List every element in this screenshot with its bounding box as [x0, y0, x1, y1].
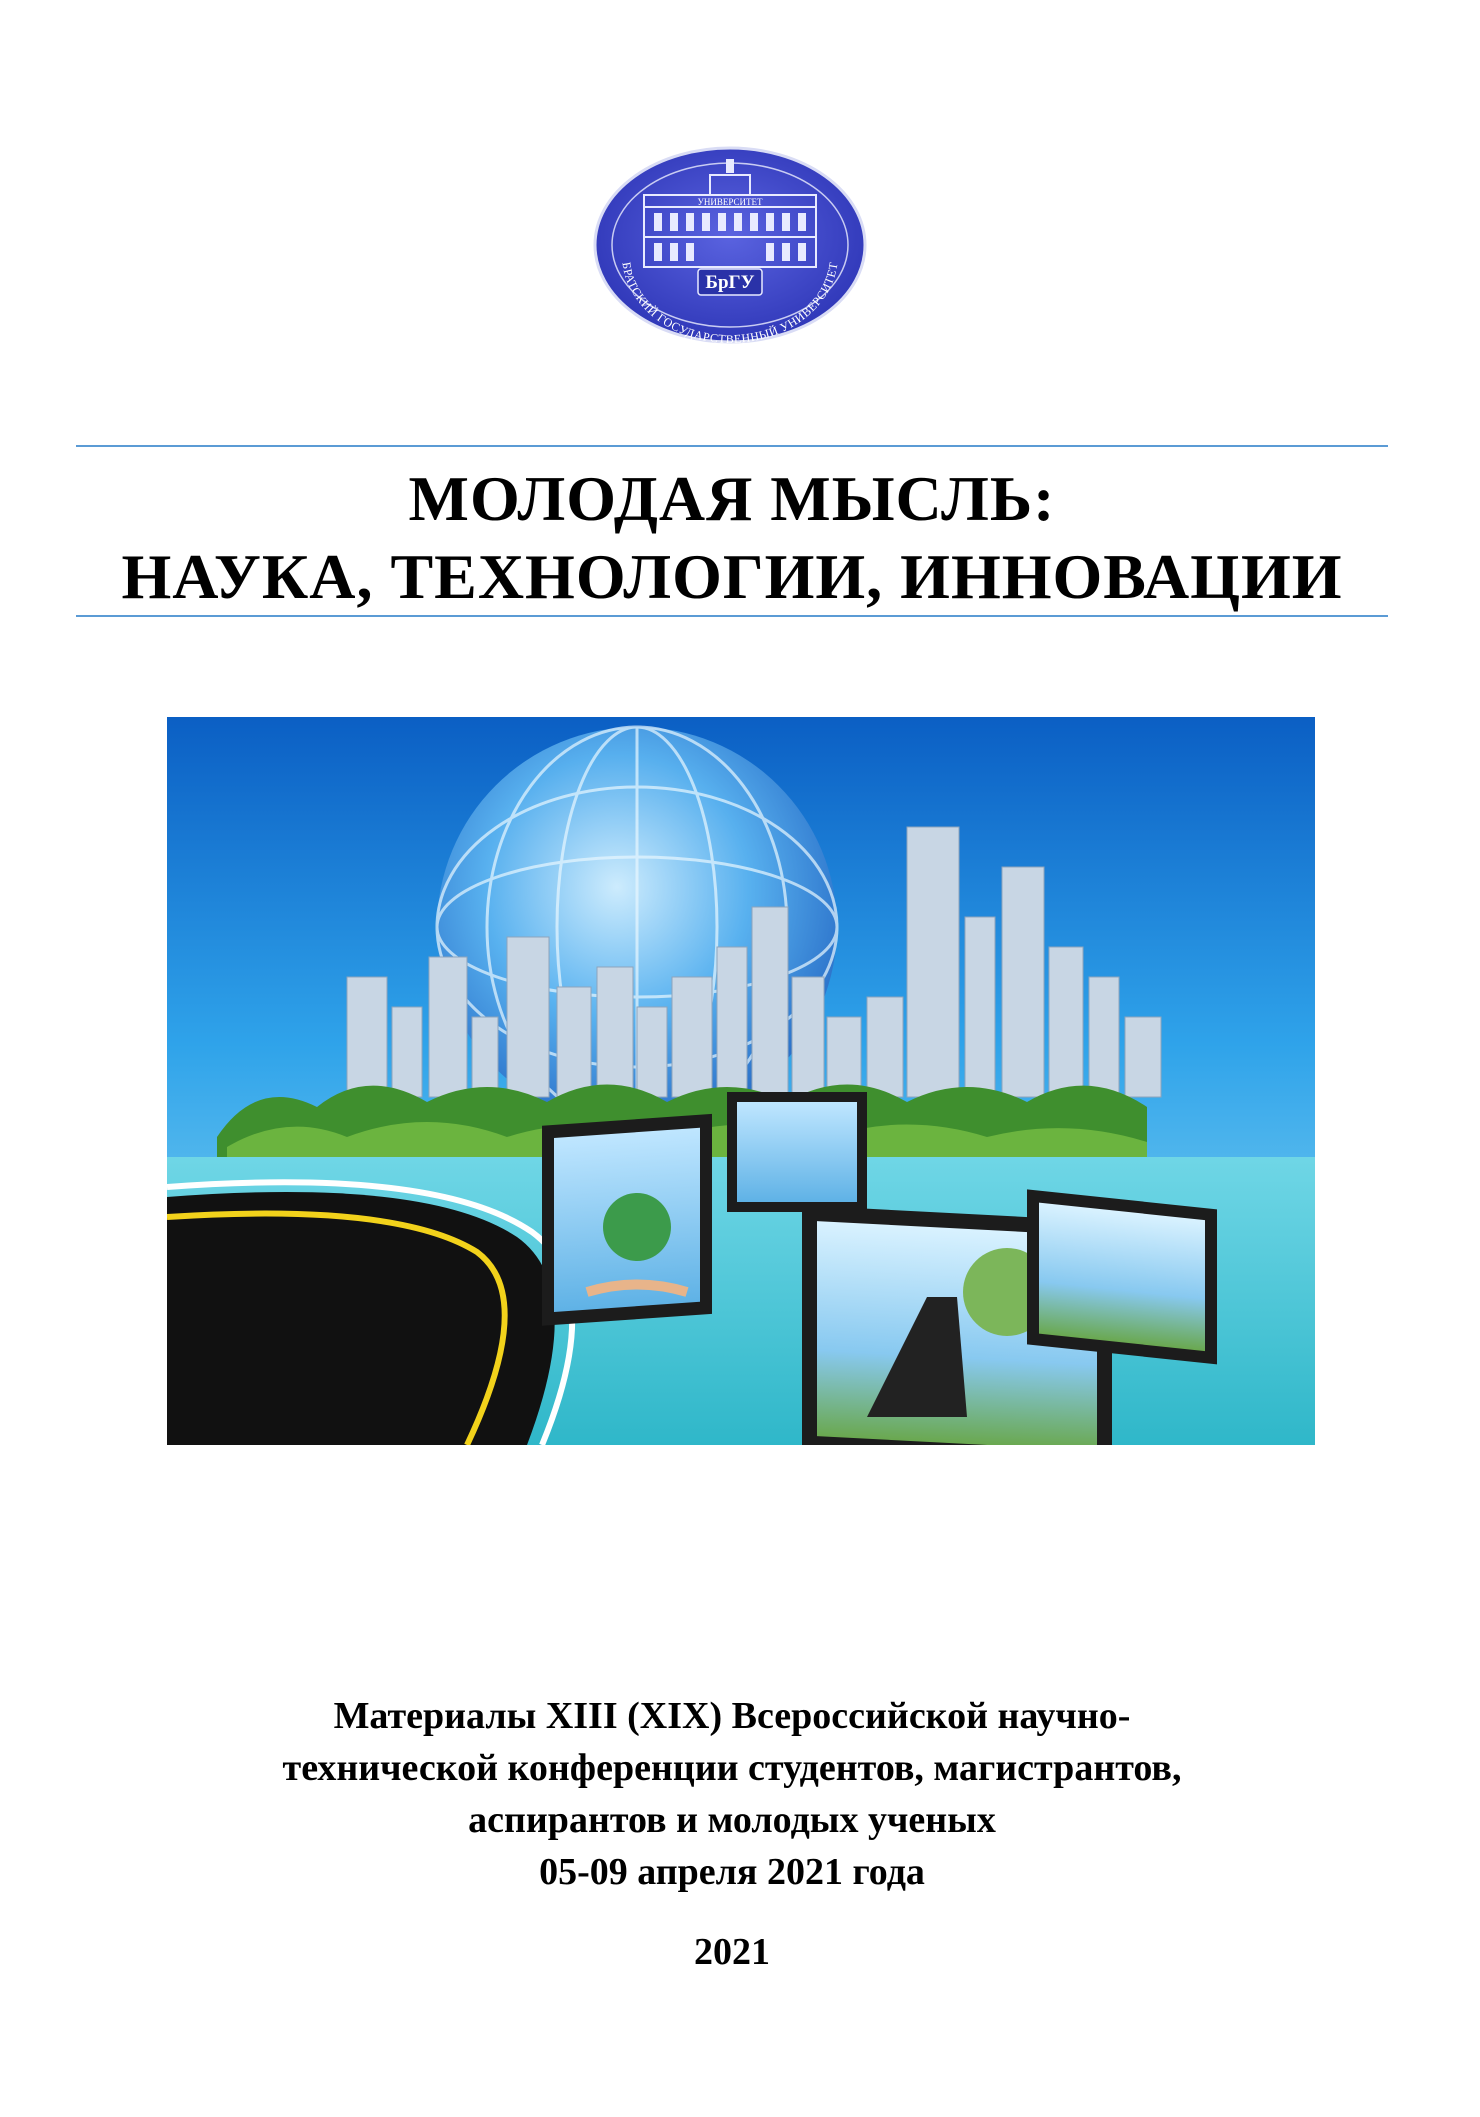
caption-line-2: технической конференции студентов, магистрантов,: [282, 1747, 1182, 1789]
logo-ring-text: БРАТСКИЙ ГОСУДАРСТВЕННЫЙ УНИВЕРСИТЕТ: [619, 260, 841, 345]
logo-emblem-name: БрГУ: [705, 272, 755, 293]
title-bottom-rule: [76, 615, 1388, 617]
title-line-1: МОЛОДАЯ МЫСЛЬ:: [408, 463, 1056, 534]
title-line-2: НАУКА, ТЕХНОЛОГИИ, ИННОВАЦИИ: [121, 541, 1343, 612]
title-top-rule: [76, 445, 1388, 447]
caption-line-3: аспирантов и молодых ученых: [468, 1799, 996, 1841]
page-title: [76, 460, 1388, 616]
caption-line-4: 05-09 апреля 2021 года: [539, 1851, 925, 1893]
conference-caption: [76, 1690, 1388, 1898]
university-logo: [592, 145, 868, 345]
city-technology-illustration: [167, 717, 1315, 1445]
publication-year: 2021: [694, 1931, 770, 1973]
logo-building-text: УНИВЕРСИТЕТ: [697, 197, 763, 207]
caption-line-1: Материалы XIII (XIX) Всероссийской научно-: [333, 1695, 1131, 1737]
